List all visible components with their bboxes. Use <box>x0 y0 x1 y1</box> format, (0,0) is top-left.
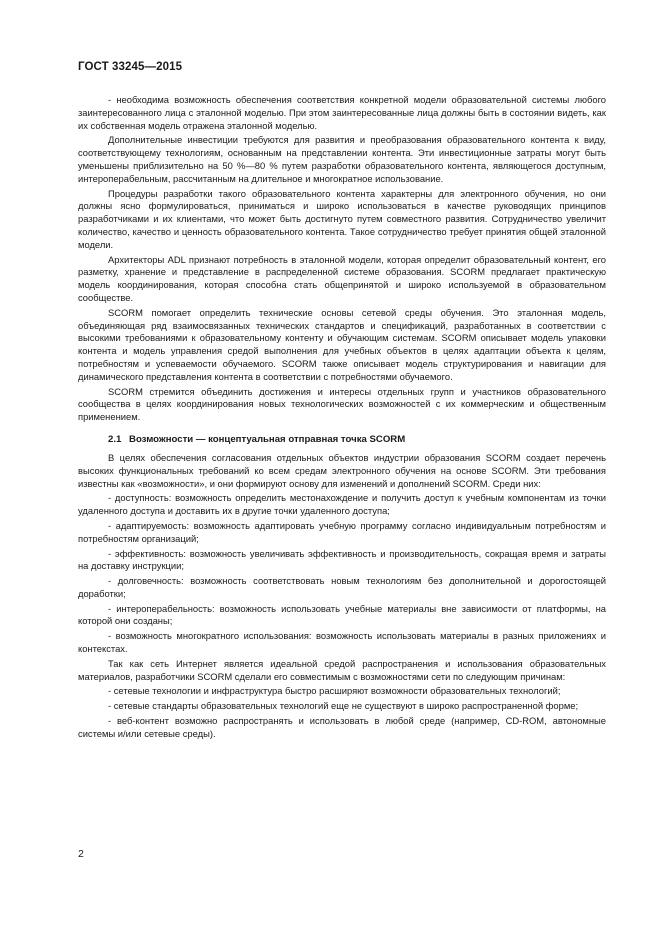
page-number: 2 <box>78 848 84 860</box>
list-item-affordability: - эффективность: возможность увеличивать эффективность и производительность, сокращая время и затраты на доставку инструкции; <box>78 547 606 572</box>
paragraph-internet: Так как сеть Интернет является идеальной средой распространения и использования образовательных материалов, разработчики SCORM сделали его совместимым с возможностями сети по следующим причинам: <box>78 657 606 682</box>
section-heading <box>78 433 606 446</box>
document-header: ГОСТ 33245—2015 <box>78 61 183 73</box>
paragraph-2: Дополнительные инвестиции требуются для развития и преобразования образовательного контента к виду, соответствующему технологиям, основанным на представлении контента. Эти инвестиционные затраты могут быть уменьшены приблизительно на 50 %—80 % путем разработки образовательного контента, являющегося доступным, интероперабельным, рассчитанным на длительное и многократное использование. <box>78 134 606 184</box>
list-item-reusability: - возможность многократного использования: возможность использовать материалы в разных приложениях и контекстах. <box>78 630 606 655</box>
paragraph-3: Процедуры разработки такого образовательного контента характерны для электронного обучения, но они должны ясно формулироваться, приниматься и широко использоваться в качестве руководящих принципов разработчиками и их клиентами, что может быть достигнуто путем совместного развития. Сотрудничество увеличит количество, качество и ценность образовательного контента. Такое сотрудничество требует принятия общей эталонной модели. <box>78 187 606 250</box>
paragraph-6: SCORM стремится объединить достижения и интересы отдельных групп и участников образовательного сообщества в целях координирования новых технологических возможностей с их коммерческим и общественным применением. <box>78 385 606 423</box>
list-item-accessibility: - доступность: возможность определить местонахождение и получить доступ к учебным компонентам из точки удаленного доступа и доставить их в другие точки удаленного доступа; <box>78 492 606 517</box>
paragraph-1: - необходима возможность обеспечения соответствия конкретной модели образовательной системы любого заинтересованного лица с эталонной моделью. При этом заинтересованные лица должны быть в состоянии видеть, как их собственная модель отражена эталонной моделью. <box>78 94 606 131</box>
list-item-web-content: - веб-контент возможно распространять и использовать в любой среде (например, CD-ROM, автономные системы и/или сетевые среды). <box>78 715 606 739</box>
list-item-network-tech: - сетевые технологии и инфраструктура быстро расширяют возможности образовательных технологий; <box>108 685 561 697</box>
section-title: Возможности — концептуальная отправная точка SCORM <box>129 433 406 445</box>
list-item-durability: - долговечность: возможность соответствовать новым технологиям без дополнительной и дорогостоящей доработки; <box>78 575 606 599</box>
list-item-interoperability: - интероперабельность: возможность использовать учебные материалы вне зависимости от платформы, на которой они созданы; <box>78 602 606 627</box>
paragraph-4: Архитекторы ADL признают потребность в эталонной модели, которая определит образовательный контент, его разметку, хранение и представление в распределенной системе образования. SCORM предлагает практическую модель координирования, которая способна стать общепринятой и широко используемой в образовательном сообществе. <box>78 253 606 303</box>
section-intro-paragraph: В целях обеспечения согласования отдельных объектов индустрии образования SCORM создает перечень высоких функциональных требований ко всем средам электронного обучения на основе SCORM. Эти требования известны как «возможности», и они формируют основу для изменений и дополнений SCORM. Среди них: <box>78 451 606 489</box>
list-item-adaptability: - адаптируемость: возможность адаптировать учебную программу согласно индивидуальным потребностям и потребностям организаций; <box>78 519 606 544</box>
section-number: 2.1 <box>108 433 122 445</box>
paragraph-5: SCORM помогает определить технические основы сетевой среды обучения. Это эталонная модель, объединяющая ряд взаимосвязанных технических стандартов и спецификаций, разработанных в соответствии с высокими требованиями к образовательному контенту и обучающим системам. SCORM описывает модель упаковки контента и модель управления средой выполнения для учебных объектов в целях адаптации объекта к целям, потребностям и успеваемости обучаемого. SCORM также описывает модель структурирования и навигации для динамического представления контента в соответствии с потребностями обучаемого. <box>78 306 606 382</box>
document-body <box>78 94 606 743</box>
list-item-network-standards: - сетевые стандарты образовательных технологий еще не существуют в широко распространенной форме; <box>108 700 579 712</box>
